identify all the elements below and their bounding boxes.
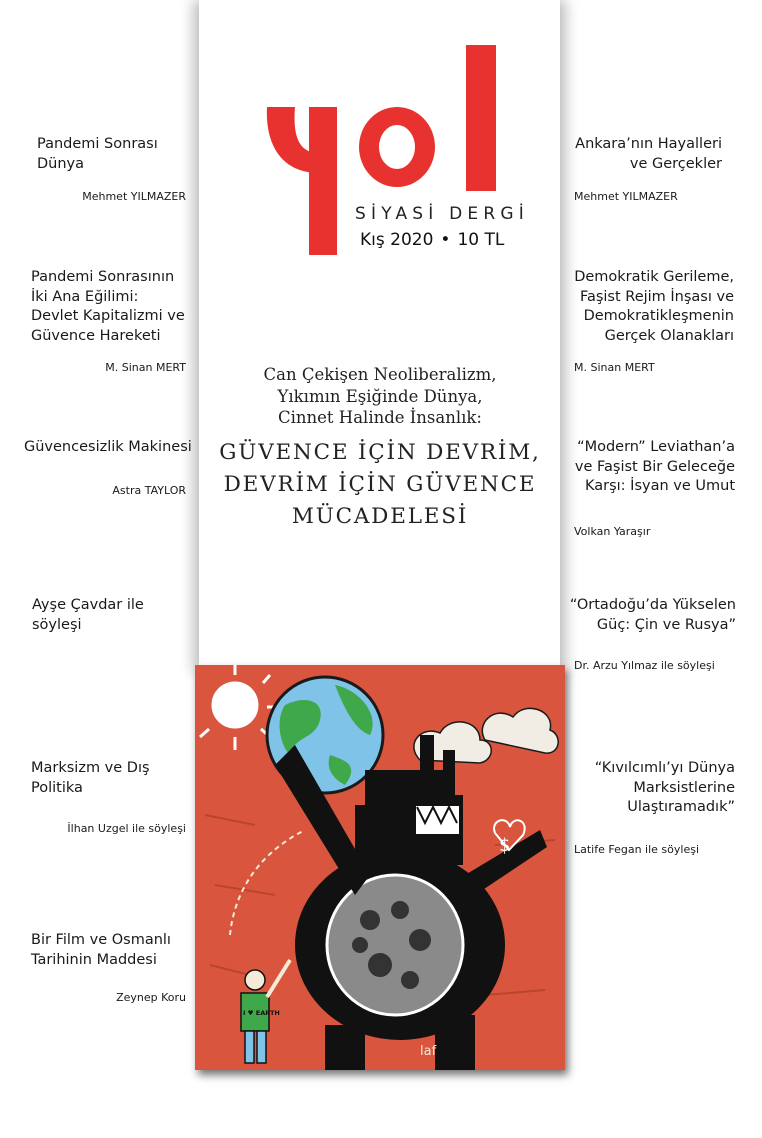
article-title: Marksizm ve Dış Politika — [31, 760, 150, 796]
dollar-sign: $ — [499, 835, 511, 856]
article-left-1[interactable] — [37, 135, 158, 174]
article-title: Pandemi Sonrası Dünya — [37, 136, 158, 172]
article-author: Mehmet YILMAZER — [82, 190, 186, 203]
article-author: Zeynep Koru — [116, 991, 186, 1004]
issue-info — [360, 230, 540, 250]
article-left-3[interactable] — [24, 438, 192, 458]
article-author: Astra TAYLOR — [112, 484, 186, 497]
magazine-subtitle: SİYASİ DERGİ — [355, 204, 529, 224]
cover-headline — [202, 437, 558, 533]
article-title: Demokratik Gerileme, Faşist Rejim İnşası ve Demokratikleşmenin Gerçek Olanakları — [574, 269, 734, 344]
issue-price: 10 TL — [457, 230, 505, 250]
cover-illustration — [195, 665, 565, 1070]
article-author: M. Sinan MERT — [105, 361, 186, 374]
article-right-1[interactable] — [575, 135, 722, 174]
article-title: “Ortadoğu’da Yükselen Güç: Çin ve Rusya” — [569, 597, 736, 633]
article-title: “Kıvılcımlı’yı Dünya Marksistlerine Ulaştıramadık” — [594, 760, 735, 815]
article-right-3[interactable] — [575, 438, 735, 497]
lead-line: Cinnet Halinde İnsanlık: — [278, 408, 482, 427]
article-left-2[interactable] — [31, 268, 185, 346]
article-left-6[interactable] — [31, 931, 171, 970]
article-title: Bir Film ve Osmanlı Tarihinin Maddesi — [31, 932, 171, 968]
article-author: M. Sinan MERT — [574, 361, 655, 374]
article-title: Ayşe Çavdar ile söyleşi — [32, 597, 144, 633]
article-author: Latife Fegan ile söyleşi — [574, 843, 700, 856]
shirt-text: I ♥ EARTH — [243, 1009, 280, 1017]
article-title: Pandemi Sonrasının İki Ana Eğilimi: Devlet Kapitalizmi ve Güvence Hareketi — [31, 269, 185, 344]
article-title: Güvencesizlik Makinesi — [24, 439, 192, 455]
lead-line: Yıkımın Eşiğinde Dünya, — [277, 386, 483, 406]
article-author: Dr. Arzu Yılmaz ile söyleşi — [574, 659, 715, 672]
lead-line: Can Çekişen Neoliberalizm, — [263, 365, 497, 384]
article-author: Mehmet YILMAZER — [574, 190, 678, 203]
artist-signature: laf — [420, 1044, 437, 1059]
lead-text — [205, 364, 555, 429]
yol-logo — [257, 45, 527, 260]
article-author: İlhan Uzgel ile söyleşi — [67, 822, 186, 835]
issue-bullet: • — [440, 230, 451, 250]
article-author: Volkan Yaraşır — [574, 525, 651, 538]
article-title: Ankara’nın Hayalleri ve Gerçekler — [575, 136, 722, 172]
article-right-5[interactable] — [595, 759, 735, 818]
article-right-4[interactable] — [570, 596, 736, 635]
issue-season: Kış 2020 — [360, 230, 434, 250]
article-title: “Modern” Leviathan’a ve Faşist Bir Geleceğe Karşı: İsyan ve Umut — [574, 439, 735, 494]
headline-line: GÜVENCE İÇİN DEVRİM, — [219, 440, 541, 465]
headline-line: MÜCADELESİ — [291, 504, 469, 529]
headline-line: DEVRİM İÇİN GÜVENCE — [223, 472, 537, 497]
article-left-5[interactable] — [31, 759, 150, 798]
article-right-2[interactable] — [574, 268, 734, 346]
article-left-4[interactable] — [32, 596, 144, 635]
